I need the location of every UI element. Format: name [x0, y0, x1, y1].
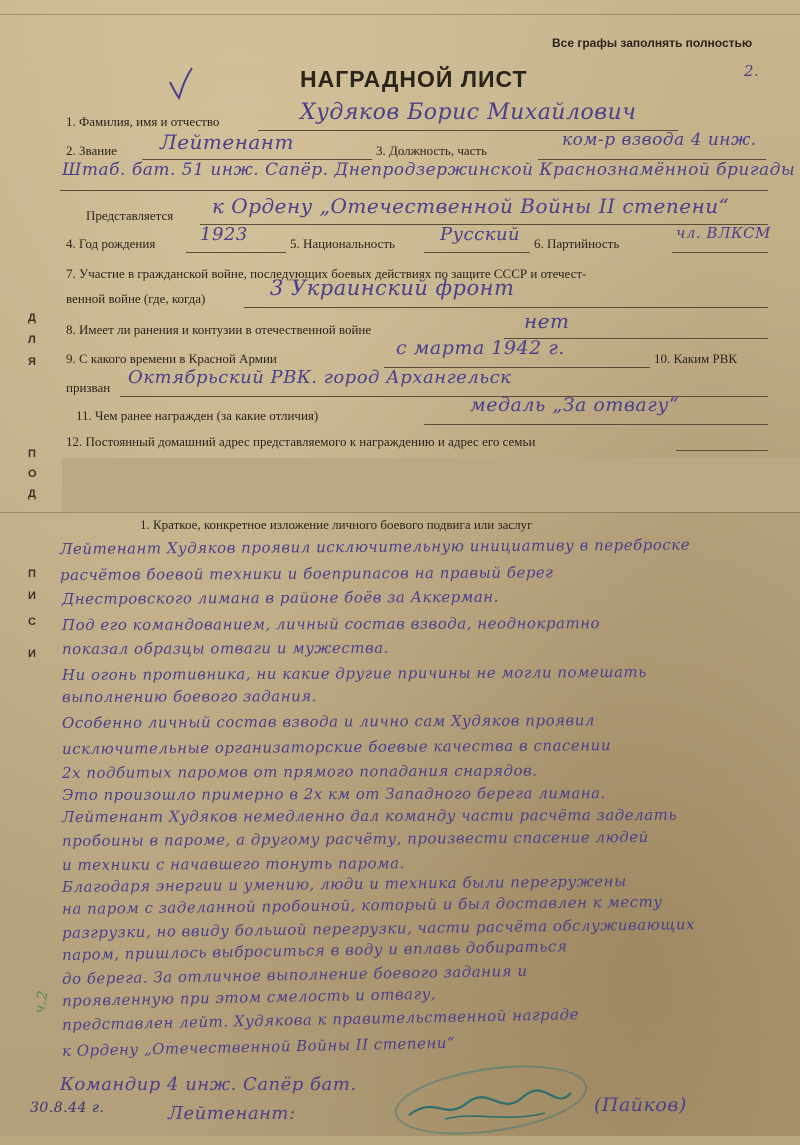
unit-value: Штаб. бат. 51 инж. Сапёр. Днепродзержинской Краснознамённой бригады: [62, 160, 796, 180]
position-value: ком-р взвода 4 инж.: [562, 130, 757, 150]
army-since-label: 9. С какого времени в Красной Армии: [66, 351, 277, 366]
redacted-address-area: [62, 458, 800, 512]
wounds-label: 8. Имеет ли ранения и контузии в отечественной войне: [66, 322, 372, 337]
previous-awards-label: 11. Чем ранее награжден (за какие отличия): [76, 408, 319, 423]
fold-line-middle: [0, 512, 800, 513]
party-line: [672, 252, 768, 253]
narrative-line: на паром с заделанной пробоиной, который и был доставлен к месту: [61, 892, 663, 918]
narrative-line: Благодаря энергии и умению, люди и техника были перегружены: [61, 872, 627, 896]
tick-mark-icon: [168, 66, 194, 100]
narrative-line: Лейтенант Худяков проявил исключительную инициативу в переброске: [59, 535, 691, 558]
narrative-line: пробоины в пароме, а другому расчёту, произвести спасение людей: [61, 827, 649, 850]
nationality-value: Русский: [440, 224, 521, 245]
narrative-line: Лейтенант Худяков немедленно дал команду части расчёта заделать: [61, 805, 678, 826]
presented-value: к Ордену „Отечественной Войны II степени“: [212, 194, 730, 218]
previous-awards-value: медаль „За отвагу“: [470, 394, 680, 416]
narrative-line: исключительные организаторские боевые качества в спасении: [61, 736, 612, 758]
margin-letter: Я: [28, 356, 36, 368]
fill-all-notice: Все графы заполнять полностью: [552, 36, 753, 50]
narrative-line: выполнению боевого задания.: [61, 687, 318, 706]
party-label: 6. Партийность: [534, 236, 620, 251]
previous-awards-line: [424, 424, 768, 425]
margin-letter: Л: [28, 334, 36, 346]
campaigns-line: [244, 307, 768, 308]
margin-letter: Д: [28, 312, 36, 324]
home-address-label: 12. Постоянный домашний адрес представляемого к награждению и адрес его семьи: [66, 434, 536, 449]
margin-letter: Д: [28, 488, 36, 500]
corner-mark: ч.2: [31, 989, 52, 1015]
wounds-value: нет: [524, 309, 570, 333]
narrative-line: Особенно личный состав взвода и лично сам Худяков проявил: [61, 711, 595, 732]
birth-year-line: [186, 252, 286, 253]
position-label: 3. Должность, часть: [376, 143, 488, 158]
narrative-line: до берега. За отличное выполнение боевого задания и: [61, 961, 528, 988]
narrative-line: разгрузки, но ввиду большой перегрузки, части расчёта обслуживающих: [61, 915, 696, 942]
signature-name: (Пайков): [594, 1094, 687, 1116]
fold-line-top: [0, 14, 800, 15]
narrative-line: представлен лейт. Худякова к правительственной награде: [61, 1005, 580, 1034]
campaigns-label-b: венной войне (где, когда): [66, 291, 206, 306]
commander-rank: Лейтенант:: [168, 1103, 296, 1124]
surname-value: Худяков Борис Михайлович: [300, 100, 637, 125]
narrative-line: Это произошло примерно в 2х км от Западного берега лимана.: [61, 784, 606, 804]
commander-line: Командир 4 инж. Сапёр бат.: [60, 1074, 357, 1095]
presented-label: Представляется: [86, 208, 174, 223]
margin-letter: И: [28, 590, 36, 602]
home-address-line: [676, 450, 768, 451]
margin-letter: П: [28, 448, 36, 460]
narrative-line: проявленную при этом смелость и отвагу,: [61, 984, 437, 1010]
army-since-value: с марта 1942 г.: [396, 337, 565, 359]
narrative-line: Под его командованием, личный состав взвода, неоднократно: [61, 614, 601, 634]
unit-line: [60, 190, 768, 191]
narrative-line: и техники с начавшего тонуть парома.: [61, 854, 405, 874]
nationality-label: 5. Национальность: [290, 236, 395, 251]
narrative-line: расчётов боевой техники и боеприпасов на правый берег: [59, 563, 554, 584]
party-value: чл. ВЛКСМ: [676, 224, 771, 242]
margin-letter: О: [28, 468, 37, 480]
sheet-date: 30.8.44 г.: [30, 1100, 105, 1116]
rvk-label: 10. Каким РВК: [654, 351, 738, 366]
narrative-line: Днестровского лимана в районе боёв за Аккерман.: [61, 587, 499, 608]
narrative-line: к Ордену „Отечественной Войны II степени“: [61, 1033, 456, 1060]
feat-section-heading: 1. Краткое, конкретное изложение личного боевого подвига или заслуг: [140, 517, 533, 532]
document-title: НАГРАДНОЙ ЛИСТ: [300, 66, 528, 92]
narrative-line: показал образцы отваги и мужества.: [61, 638, 389, 658]
birth-year-value: 1923: [200, 224, 248, 245]
nationality-line: [424, 252, 530, 253]
birth-year-label: 4. Год рождения: [66, 236, 156, 251]
rvk-value: Октябрьский РВК. город Архангельск: [128, 367, 512, 388]
campaigns-label-a: 7. Участие в гражданской войне, последующих боевых действиях по защите СССР и отечест-: [66, 266, 587, 281]
narrative-line: Ни огонь противника, ни какие другие причины не могли помешать: [61, 662, 647, 684]
narrative-line: паром, пришлось выброситься в воду и вплавь добираться: [61, 937, 568, 964]
margin-letter: И: [28, 648, 36, 660]
rank-value: Лейтенант: [160, 130, 294, 154]
campaigns-value: 3 Украинский фронт: [270, 276, 515, 300]
narrative-line: 2х подбитых паромов от прямого попадания снарядов.: [61, 761, 538, 782]
commander-signature: [405, 1085, 575, 1125]
margin-letter: С: [28, 616, 36, 628]
rank-label: 2. Звание: [66, 143, 117, 158]
page-mark: 2.: [744, 62, 760, 80]
drafted-label: призван: [66, 380, 111, 395]
surname-label: 1. Фамилия, имя и отчество: [66, 114, 220, 129]
margin-letter: П: [28, 568, 36, 580]
